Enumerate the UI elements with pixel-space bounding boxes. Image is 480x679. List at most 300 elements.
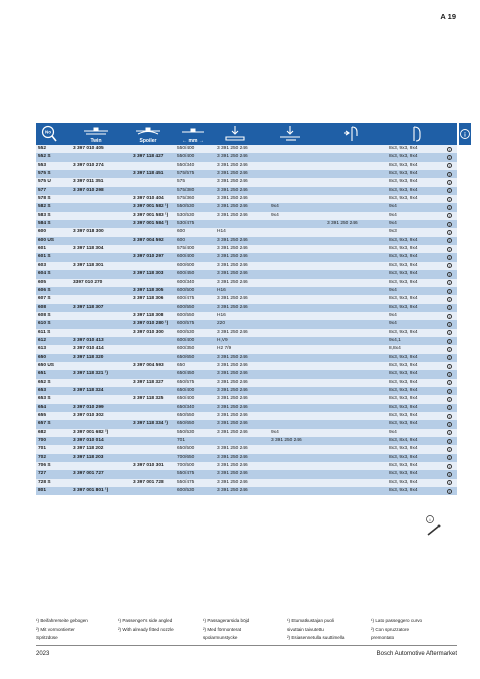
- table-cell-thread: [389, 412, 457, 420]
- table-cell: [217, 220, 271, 228]
- info-icon[interactable]: i: [447, 255, 452, 260]
- table-cell: [327, 337, 389, 345]
- table-cell-thread: [389, 370, 457, 378]
- table-cell: 706 S: [38, 463, 51, 469]
- table-cell: [327, 329, 389, 337]
- table-cell: 3 397 118 301: [73, 262, 104, 268]
- table-cell: 650/650: [177, 421, 195, 427]
- thread-size: 8x3, 9x3, 9x4: [389, 396, 418, 402]
- info-icon[interactable]: i: [447, 180, 452, 185]
- info-icon[interactable]: i: [447, 314, 452, 319]
- table-cell: 220: [217, 321, 226, 327]
- table-cell: [73, 362, 133, 370]
- table-row: [36, 162, 457, 170]
- thread-size: 8x3, 9x3, 9x4: [389, 454, 418, 460]
- adapter-down-icon: [226, 126, 244, 140]
- info-icon[interactable]: i: [447, 430, 452, 435]
- table-cell: 3 391 250 246: [217, 271, 248, 277]
- table-cell: 600 US: [38, 237, 54, 243]
- table-cell: [271, 462, 327, 470]
- table-cell: 650: [177, 362, 186, 368]
- table-cell: 801: [38, 488, 47, 494]
- table-cell: 655: [38, 413, 47, 418]
- table-row: [36, 270, 457, 278]
- table-cell: [271, 487, 327, 495]
- table-cell: [327, 312, 389, 320]
- svg-text:i: i: [464, 132, 466, 139]
- table-cell: 9x4: [271, 212, 279, 218]
- header-twin-label: Twin: [90, 138, 102, 144]
- table-cell: H2 7/9: [217, 346, 232, 352]
- table-cell: 3 397 004 593: [133, 362, 164, 368]
- table-cell: 578 S: [38, 196, 51, 202]
- table-cell: 700/650: [177, 454, 195, 460]
- table-cell: [271, 337, 327, 345]
- table-cell: [271, 329, 327, 337]
- table-cell: [327, 487, 389, 495]
- info-icon[interactable]: i: [447, 172, 452, 177]
- table-cell-thread: [389, 454, 457, 462]
- table-cell: 3 391 250 246: [217, 329, 248, 335]
- table-row: [36, 479, 457, 487]
- table-row: [36, 195, 457, 203]
- info-icon[interactable]: i: [447, 280, 452, 285]
- table-cell-thread: [389, 270, 457, 278]
- info-icon[interactable]: i: [447, 347, 452, 352]
- info-icon[interactable]: i: [447, 205, 452, 210]
- table-cell: [271, 479, 327, 487]
- info-icon[interactable]: i: [447, 489, 452, 494]
- table-cell: [73, 287, 133, 295]
- table-cell-thread: [389, 487, 457, 495]
- table-row: [36, 387, 457, 395]
- table-cell: 3 391 250 246: [217, 304, 248, 310]
- table-cell: 3 391 250 246: [217, 246, 248, 252]
- table-cell: 3 391 250 246: [217, 429, 248, 435]
- info-icon[interactable]: i: [447, 355, 452, 360]
- table-row: [36, 329, 457, 337]
- table-cell: 3 391 250 246: [217, 254, 248, 260]
- table-cell-thread: [389, 304, 457, 312]
- table-cell: [271, 304, 327, 312]
- footnote-it: ¹) Lato passeggero curvo ²) Con spruzzatore premontato: [371, 618, 423, 640]
- info-icon[interactable]: i: [447, 272, 452, 277]
- table-cell: 650/340: [177, 404, 195, 410]
- table-cell: 600/550: [177, 312, 195, 318]
- thread-size: 8x3, 9x3, 9x4: [389, 187, 418, 193]
- info-icon[interactable]: i: [447, 405, 452, 410]
- table-cell: 3 391 250 246: [217, 454, 248, 460]
- table-cell-thread: [389, 203, 457, 211]
- info-icon[interactable]: i: [447, 439, 452, 444]
- info-header: [459, 123, 471, 145]
- table-cell-thread: [389, 470, 457, 478]
- table-cell: [73, 379, 133, 387]
- info-icon[interactable]: i: [447, 397, 452, 402]
- table-cell: [271, 170, 327, 178]
- table-cell: 601: [38, 246, 47, 252]
- info-icon[interactable]: i: [447, 297, 452, 302]
- info-icon[interactable]: i: [447, 230, 452, 235]
- thread-size: 9x4: [389, 221, 397, 227]
- table-cell: 3 391 250 246: [217, 354, 248, 360]
- table-cell: [271, 178, 327, 186]
- table-cell: 701: [177, 438, 186, 444]
- table-cell-thread: [389, 228, 457, 236]
- thread-size: 8x3, 9x3, 9x4: [389, 479, 418, 485]
- table-cell-thread: [389, 429, 457, 437]
- table-cell: [73, 170, 133, 178]
- thread-size: 8x3, 9x3, 9x4: [389, 154, 418, 160]
- info-icon[interactable]: i: [447, 455, 452, 460]
- table-cell: [327, 445, 389, 453]
- table-cell: H,V9: [217, 337, 228, 343]
- table-row: [36, 245, 457, 253]
- info-icon[interactable]: i: [447, 364, 452, 369]
- table-cell: 608: [38, 304, 47, 310]
- info-icon[interactable]: i: [447, 213, 452, 218]
- table-cell: 3 391 250 246: [217, 179, 248, 185]
- table-cell: 606 S: [38, 287, 51, 293]
- table-row: [36, 437, 457, 445]
- table-cell: [271, 445, 327, 453]
- info-icon[interactable]: i: [447, 222, 452, 227]
- table-cell: [73, 295, 133, 303]
- table-cell: [133, 262, 177, 270]
- table-cell: [133, 437, 177, 445]
- table-cell: 530/530: [177, 212, 195, 218]
- table-row: [36, 170, 457, 178]
- table-cell: 613: [38, 346, 47, 352]
- table-cell: [133, 487, 177, 495]
- footnote-en: ¹) Passenger's side angled ²) With already fitted nozzle: [118, 618, 174, 632]
- table-cell: 552 S: [38, 154, 51, 160]
- table-cell: 3 397 011 351: [73, 179, 104, 185]
- table-cell-thread: [389, 312, 457, 320]
- table-cell: 530/475: [177, 221, 195, 227]
- table-row: [36, 228, 457, 236]
- table-cell-thread: [389, 445, 457, 453]
- table-cell: 3 397 001 801 ¹): [73, 488, 109, 494]
- table-cell: 600/400: [177, 337, 195, 343]
- table-cell: 610 S: [38, 321, 51, 327]
- info-icon[interactable]: i: [447, 330, 452, 335]
- table-row: [36, 487, 457, 495]
- thread-size: 9x3: [389, 229, 397, 235]
- info-icon[interactable]: i: [447, 464, 452, 469]
- table-row: [36, 362, 457, 370]
- table-cell: 3 397 118 321 ¹): [73, 371, 108, 377]
- info-icon[interactable]: i: [447, 155, 452, 160]
- table-cell: [73, 420, 133, 428]
- table-cell: [327, 187, 389, 195]
- thread-size: 8,8x4: [389, 346, 401, 352]
- table-cell: [327, 153, 389, 161]
- thread-size: 8x3, 9x3, 9x4: [389, 171, 418, 177]
- thread-size: 8x3, 9x3, 9x4: [389, 296, 418, 302]
- table-cell: 3 397 010 302: [73, 413, 104, 418]
- table-cell: 600/550: [177, 304, 195, 310]
- wiper-arm-info-icon: [424, 513, 444, 537]
- table-cell: 601 S: [38, 254, 51, 260]
- thread-size: 8x3, 9x3, 9x4: [389, 404, 418, 410]
- table-cell: [327, 379, 389, 387]
- info-icon[interactable]: i: [447, 238, 452, 243]
- table-cell-thread: [389, 462, 457, 470]
- table-cell-thread: [389, 379, 457, 387]
- table-cell: H14: [217, 229, 226, 235]
- info-icon[interactable]: i: [447, 372, 452, 377]
- thread-size: 8x3, 9x3, 9x4: [389, 146, 418, 151]
- table-cell: 3 391 250 246: [217, 154, 248, 160]
- table-cell: 584 S: [38, 221, 51, 227]
- table-cell: [271, 404, 327, 412]
- table-cell: 3 397 118 308: [133, 312, 164, 318]
- thread-size: 8x3, 9x3, 9x4: [389, 196, 418, 202]
- table-cell: [271, 345, 327, 353]
- table-cell-thread: [389, 153, 457, 161]
- table-cell: 3 397 118 305: [133, 287, 164, 293]
- table-cell: 650/400: [177, 387, 195, 393]
- table-cell: [271, 195, 327, 203]
- table-cell: 3 397 001 682 ²): [73, 429, 109, 435]
- table-cell-thread: [389, 212, 457, 220]
- table-cell: [133, 470, 177, 478]
- table-cell: 553: [38, 162, 47, 168]
- table-cell: 650: [38, 354, 47, 360]
- table-cell: 3 391 250 246: [217, 446, 248, 452]
- table-cell: 600/350: [177, 346, 195, 352]
- info-icon[interactable]: i: [447, 480, 452, 485]
- table-cell: 700/500: [177, 463, 195, 469]
- table-cell: 575/380: [177, 187, 195, 193]
- table-cell: [271, 145, 327, 153]
- table-cell: [73, 395, 133, 403]
- table-cell: [327, 237, 389, 245]
- table-cell: [271, 187, 327, 195]
- table-cell: [327, 203, 389, 211]
- table-cell: 612: [38, 337, 47, 343]
- table-cell: 3 397 118 324: [73, 387, 104, 393]
- table-cell: 3 391 250 246: [217, 162, 248, 168]
- table-cell-thread: [389, 354, 457, 362]
- table-cell: [327, 228, 389, 236]
- footer-year: 2023: [36, 651, 50, 657]
- table-cell: [133, 370, 177, 378]
- table-cell: 653: [38, 387, 47, 393]
- info-icon[interactable]: i: [447, 263, 452, 268]
- table-cell: [327, 195, 389, 203]
- arm-hook-6-icon: [414, 127, 420, 141]
- table-row: [36, 279, 457, 287]
- table-cell-thread: [389, 420, 457, 428]
- table-cell: [327, 295, 389, 303]
- table-row: [36, 462, 457, 470]
- table-cell: [133, 404, 177, 412]
- table-cell: [73, 329, 133, 337]
- info-circle-icon: [459, 123, 471, 145]
- info-icon[interactable]: i: [447, 389, 452, 394]
- info-icon[interactable]: i: [447, 422, 452, 427]
- info-icon[interactable]: i: [447, 197, 452, 202]
- table-cell: 650/500: [177, 446, 195, 452]
- thread-size: 8x3, 9x3, 9x4: [389, 421, 418, 427]
- table-cell: [133, 245, 177, 253]
- info-icon[interactable]: i: [447, 339, 452, 344]
- table-cell: 550/400: [177, 146, 195, 151]
- table-cell: 600/575: [177, 321, 195, 327]
- table-cell: 3 397 118 203: [73, 454, 104, 460]
- table-cell: [73, 153, 133, 161]
- product-table: [36, 145, 457, 495]
- table-cell: [271, 362, 327, 370]
- thread-size: 8x3, 9x3, 9x4: [389, 329, 418, 335]
- info-icon[interactable]: i: [447, 289, 452, 294]
- info-icon[interactable]: i: [447, 305, 452, 310]
- svg-text:No: No: [45, 129, 51, 135]
- thread-size: 8x3, 9x3, 9x4: [389, 279, 418, 285]
- table-cell: 3 391 250 246: [217, 387, 248, 393]
- table-cell-thread: [389, 395, 457, 403]
- info-icon[interactable]: i: [447, 447, 452, 452]
- table-cell: [73, 312, 133, 320]
- table-cell: [327, 395, 389, 403]
- table-cell: [327, 170, 389, 178]
- table-cell: [271, 412, 327, 420]
- table-row: [36, 178, 457, 186]
- table-cell: [327, 387, 389, 395]
- table-cell: 575/360: [177, 196, 195, 202]
- table-cell: 657 S: [38, 421, 51, 427]
- table-row: [36, 253, 457, 261]
- table-cell: [73, 195, 133, 203]
- thread-size: 8x3, 9x3, 9x4: [389, 237, 418, 243]
- table-row: [36, 404, 457, 412]
- table-cell: [133, 304, 177, 312]
- table-cell: [327, 162, 389, 170]
- info-icon[interactable]: i: [447, 472, 452, 477]
- table-cell: 650/450: [177, 371, 195, 377]
- table-row: [36, 337, 457, 345]
- table-row: [36, 420, 457, 428]
- table-header: [36, 123, 457, 145]
- table-cell: [271, 162, 327, 170]
- table-cell: 550/340: [177, 162, 195, 168]
- table-row: [36, 145, 457, 153]
- table-cell: 3 397 010 297: [133, 254, 164, 260]
- table-cell: [271, 387, 327, 395]
- table-cell: [133, 429, 177, 437]
- table-cell: [133, 345, 177, 353]
- table-cell-thread: [389, 337, 457, 345]
- table-cell: [271, 287, 327, 295]
- table-cell-thread: [389, 437, 457, 445]
- table-cell: 727: [38, 471, 47, 477]
- table-cell: 3 391 250 246: [217, 196, 248, 202]
- thread-size: 8x3, 8x4, 9x4: [389, 438, 418, 444]
- table-cell: [73, 212, 133, 220]
- arm-hook-icon: [344, 127, 357, 141]
- table-cell: 3 397 010 405: [73, 146, 104, 151]
- info-icon[interactable]: i: [447, 322, 452, 327]
- table-row: [36, 187, 457, 195]
- table-cell: 3 397 118 306: [133, 296, 164, 302]
- table-cell: [271, 253, 327, 261]
- table-cell: [73, 479, 133, 487]
- table-cell: [73, 462, 133, 470]
- table-cell: 600: [177, 237, 186, 243]
- thread-size: 8x3, 9x3, 9x4: [389, 463, 418, 469]
- table-cell: 3 397 018 300: [73, 229, 104, 235]
- table-cell: [133, 162, 177, 170]
- table-cell: 3 397 118 320: [73, 354, 104, 360]
- table-cell: [133, 412, 177, 420]
- info-icon[interactable]: i: [447, 380, 452, 385]
- table-cell: 3 397 118 202: [73, 446, 104, 452]
- table-cell-thread: [389, 162, 457, 170]
- table-cell-thread: [389, 237, 457, 245]
- table-row: [36, 262, 457, 270]
- header-length-label: ← mm →: [182, 138, 204, 144]
- table-cell: 702: [38, 454, 47, 460]
- table-cell-thread: [389, 187, 457, 195]
- table-cell: 582 S: [38, 204, 51, 210]
- info-icon[interactable]: i: [447, 247, 452, 252]
- table-cell: [271, 262, 327, 270]
- table-cell: 3 397 010 274: [73, 162, 104, 168]
- twin-blade-icon: [84, 128, 108, 134]
- info-icon[interactable]: i: [447, 414, 452, 419]
- table-cell: 650/550: [177, 413, 195, 418]
- table-cell-thread: [389, 362, 457, 370]
- info-icon[interactable]: i: [447, 147, 452, 152]
- table-cell: [133, 187, 177, 195]
- header-spoiler-label: Spoiler: [139, 138, 157, 144]
- thread-size: 8x3, 9x3, 9x4: [389, 371, 418, 377]
- table-cell: 9x4: [271, 429, 279, 435]
- thread-size: 9x4: [389, 321, 397, 327]
- table-cell: [271, 320, 327, 328]
- table-cell: 3 391 250 246: [217, 171, 248, 177]
- table-cell: [271, 270, 327, 278]
- table-row: [36, 370, 457, 378]
- table-cell: 3 391 250 246: [217, 396, 248, 402]
- table-cell: 3 391 250 246: [217, 146, 248, 151]
- footnote-fi: ¹) Etumatkustajan puoli sivuttain taivutettu ²) Esiasennetulla suuttimella: [287, 618, 345, 640]
- table-cell: 575/575: [177, 171, 195, 177]
- table-cell: 9x4: [271, 204, 279, 210]
- info-icon[interactable]: i: [447, 188, 452, 193]
- table-cell: 3 397 001 583 ¹): [133, 212, 169, 218]
- table-row: [36, 237, 457, 245]
- table-cell: 3 397 010 298: [73, 187, 104, 193]
- table-row: [36, 379, 457, 387]
- table-cell: H16: [217, 287, 226, 293]
- table-cell: [327, 412, 389, 420]
- table-cell: 600/530: [177, 329, 195, 335]
- table-row: [36, 470, 457, 478]
- footnote-sv: ¹) Passagerarsida böjd ²) Med förmonterat spolarmunstycke: [203, 618, 250, 640]
- table-cell: 3 391 250 246: [217, 237, 248, 243]
- table-cell: 3 397 010 299: [73, 404, 104, 410]
- table-cell: [327, 354, 389, 362]
- table-cell: [327, 270, 389, 278]
- table-cell: 550/400: [177, 154, 195, 160]
- table-cell: [271, 370, 327, 378]
- table-cell: 575 S: [38, 171, 51, 177]
- table-row: [36, 395, 457, 403]
- info-icon[interactable]: i: [447, 163, 452, 168]
